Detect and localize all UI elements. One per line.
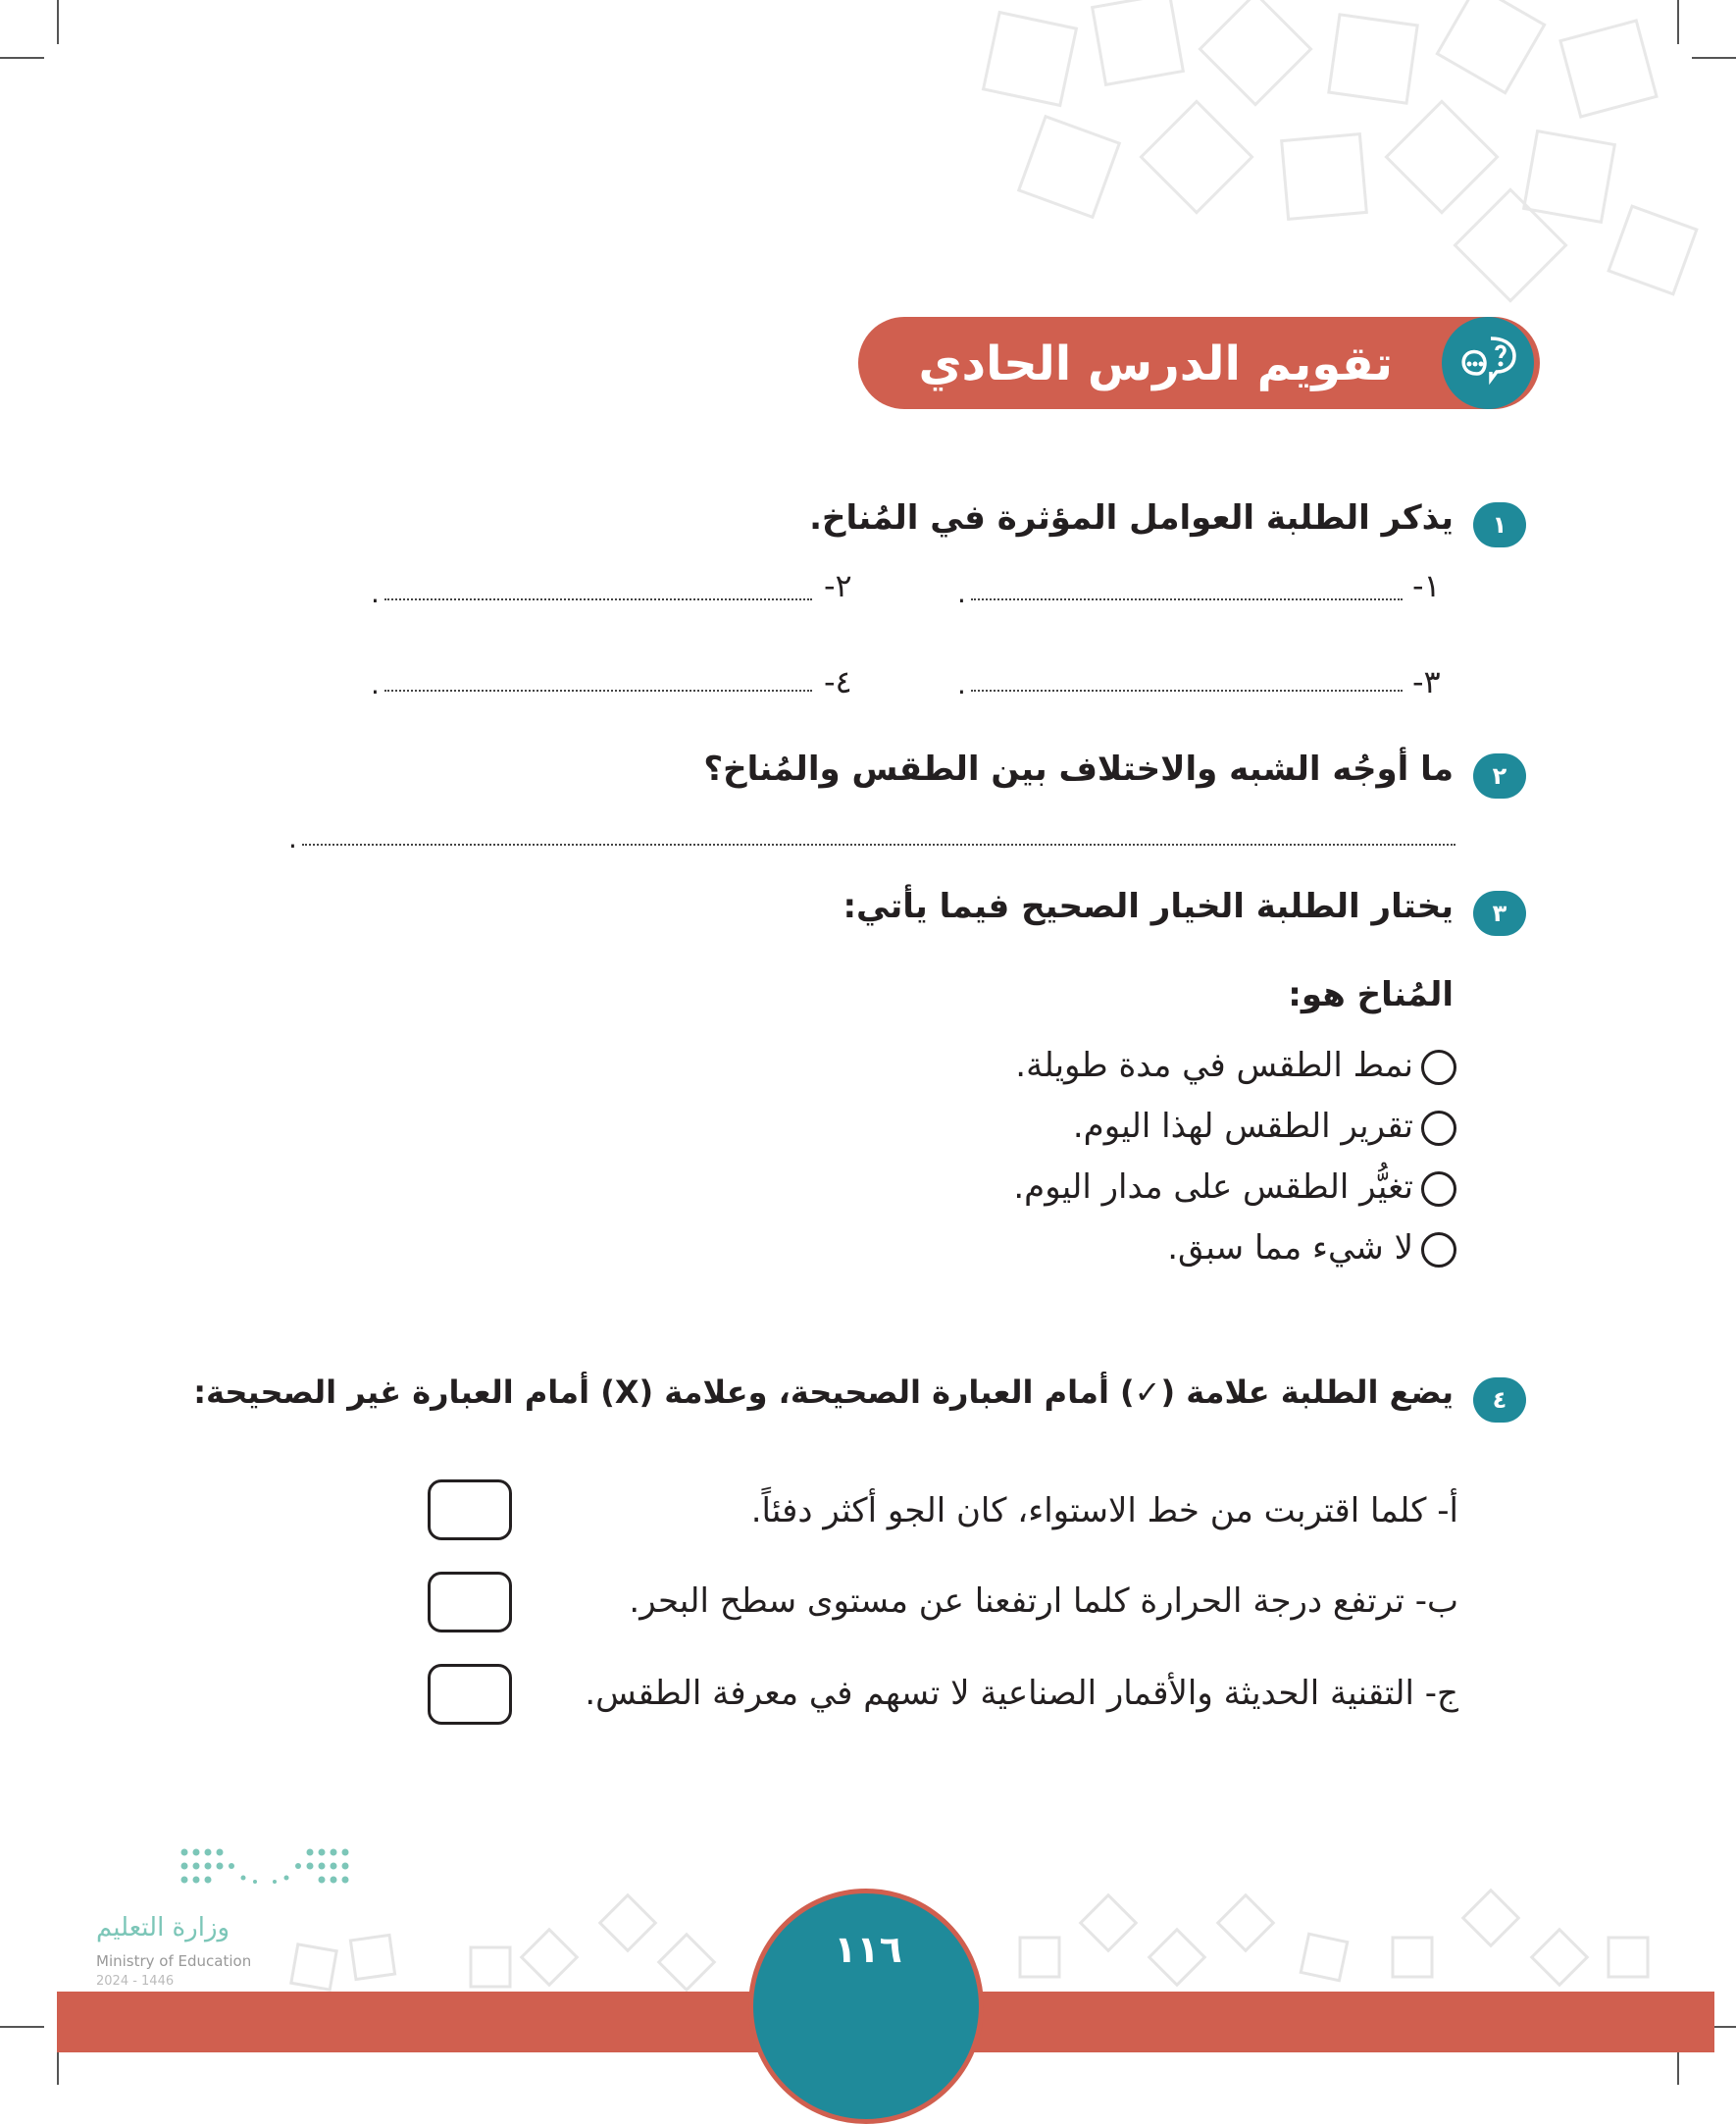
question-3-stem: المُناخ هو: bbox=[1288, 975, 1454, 1014]
question-number-badge: ٤ bbox=[1473, 1377, 1526, 1423]
option-row[interactable] bbox=[1013, 1167, 1456, 1207]
radio-circle[interactable] bbox=[1421, 1111, 1456, 1146]
ministry-name-arabic: وزارة التعليم bbox=[96, 1913, 230, 1943]
period: . bbox=[371, 668, 380, 700]
question-number-badge: ١ bbox=[1473, 502, 1526, 547]
answer-line-q2[interactable] bbox=[302, 844, 1455, 846]
ministry-year: 2024 - 1446 bbox=[96, 1974, 175, 1989]
radio-circle[interactable] bbox=[1421, 1050, 1456, 1085]
page-number: ١١٦ bbox=[834, 1928, 902, 1971]
answer-line-label: ٢- bbox=[824, 567, 852, 604]
answer-line-2[interactable] bbox=[384, 598, 812, 600]
statement-b: ب- ترتفع درجة الحرارة كلما ارتفعنا عن مستوى سطح البحر. bbox=[629, 1581, 1458, 1621]
question-4-text: يضع الطلبة علامة (✓) أمام العبارة الصحيحة، وعلامة (X) أمام العبارة غير الصحيحة: bbox=[193, 1373, 1454, 1411]
period: . bbox=[288, 822, 297, 855]
option-row[interactable] bbox=[1015, 1046, 1456, 1085]
question-2-text: ما أوجُه الشبه والاختلاف بين الطقس والمُناخ؟ bbox=[703, 750, 1454, 789]
period: . bbox=[371, 577, 380, 609]
period: . bbox=[957, 668, 966, 700]
answer-box-c[interactable] bbox=[428, 1664, 512, 1725]
option-row[interactable] bbox=[1073, 1107, 1456, 1146]
question-1-text: يذكر الطلبة العوامل المؤثرة في المُناخ. bbox=[809, 498, 1454, 538]
question-3-text: يختار الطلبة الخيار الصحيح فيما يأتي: bbox=[842, 887, 1454, 926]
speech-question-icon bbox=[1442, 317, 1534, 409]
answer-box-b[interactable] bbox=[428, 1572, 512, 1632]
page-title: تقويم الدرس الحادي عشر bbox=[918, 337, 1393, 460]
radio-circle[interactable] bbox=[1421, 1232, 1456, 1268]
answer-line-1[interactable] bbox=[971, 598, 1403, 600]
answer-line-3[interactable] bbox=[971, 690, 1403, 692]
answer-line-4[interactable] bbox=[384, 690, 812, 692]
answer-line-label: ٣- bbox=[1412, 663, 1441, 700]
answer-line-label: ٤- bbox=[824, 663, 852, 700]
ministry-logo-dots bbox=[177, 1844, 353, 1903]
statement-c: ج- التقنية الحديثة والأقمار الصناعية لا تسهم في معرفة الطقس. bbox=[585, 1674, 1458, 1713]
period: . bbox=[957, 577, 966, 609]
option-row[interactable] bbox=[1167, 1228, 1456, 1268]
decorative-pattern bbox=[0, 0, 1736, 324]
question-number-badge: ٢ bbox=[1473, 753, 1526, 799]
question-number-badge: ٣ bbox=[1473, 891, 1526, 936]
option-label: تغيُّر الطقس على مدار اليوم. bbox=[1013, 1167, 1413, 1207]
statement-a: أ- كلما اقتربت من خط الاستواء، كان الجو أكثر دفئاً. bbox=[750, 1491, 1458, 1530]
ministry-name-english: Ministry of Education bbox=[96, 1952, 252, 1970]
radio-circle[interactable] bbox=[1421, 1171, 1456, 1207]
option-label: لا شيء مما سبق. bbox=[1167, 1228, 1413, 1268]
answer-box-a[interactable] bbox=[428, 1479, 512, 1540]
option-label: نمط الطقس في مدة طويلة. bbox=[1015, 1046, 1413, 1085]
answer-line-label: ١- bbox=[1412, 567, 1441, 604]
page-number-badge bbox=[748, 1889, 984, 2124]
crop-mark bbox=[0, 2026, 44, 2028]
option-label: تقرير الطقس لهذا اليوم. bbox=[1072, 1107, 1413, 1146]
